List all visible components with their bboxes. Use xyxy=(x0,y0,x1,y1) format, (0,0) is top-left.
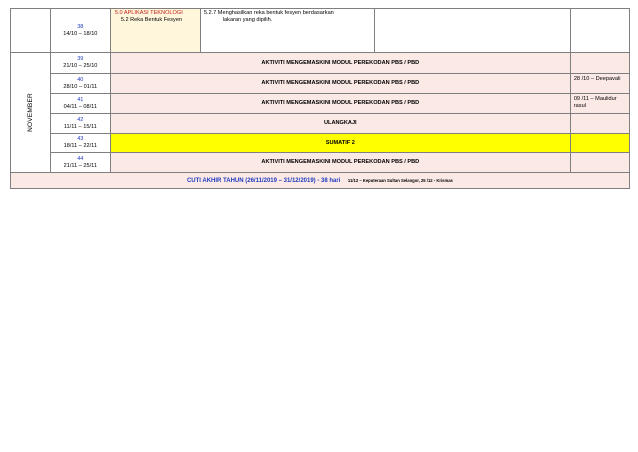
activity-cell: ULANGKAJI xyxy=(110,114,570,134)
week-dates: 18/11 – 22/11 xyxy=(63,143,97,149)
table-row-week-42 xyxy=(11,114,630,134)
week-number: 40 xyxy=(77,76,84,83)
week-cell xyxy=(50,134,110,153)
standard-line-1: 5.2.7 Menghasilkan reka bentuk fesyen berdasarkan xyxy=(203,10,334,16)
activity-cell: AKTIVITI MENGEMASKINI MODUL PEREKODAN PBS / PBD xyxy=(110,94,570,114)
week-dates: 28/10 – 01/11 xyxy=(63,83,98,90)
note-cell: 09 /11 – Maulidur rasul xyxy=(570,94,629,114)
schedule-table xyxy=(10,8,630,189)
table-row-footer xyxy=(11,173,630,189)
week-number: 43 xyxy=(77,136,84,142)
week-cell xyxy=(50,9,110,53)
week-cell xyxy=(50,114,110,134)
table-row-week-39 xyxy=(11,53,630,74)
activity-cell: AKTIVITI MENGEMASKINI MODUL PEREKODAN PBS / PBD xyxy=(110,153,570,173)
week-cell xyxy=(50,53,110,74)
week-cell xyxy=(50,74,110,94)
month-label: NOVEMBER xyxy=(26,92,34,132)
week-number: 42 xyxy=(77,116,84,123)
note-cell xyxy=(570,53,629,74)
topic-subtitle: 5.2 Reka Bentuk Fesyen xyxy=(120,17,183,23)
year-end-holiday: CUTI AKHIR TAHUN (26/11/2019 – 31/12/2019) - 38 hari xyxy=(186,177,341,184)
week-dates: 21/11 – 25/11 xyxy=(63,162,97,169)
week-dates: 11/11 – 15/11 xyxy=(63,123,97,130)
week-number: 38 xyxy=(77,23,84,30)
week-dates: 04/11 – 08/11 xyxy=(63,103,97,110)
table-row-week-44 xyxy=(11,153,630,173)
week-cell xyxy=(50,94,110,114)
footer-cell xyxy=(11,173,630,189)
week-number: 39 xyxy=(77,56,84,62)
note-cell xyxy=(570,134,629,153)
table-row-week-43 xyxy=(11,134,630,153)
public-holidays: 11/12 – Keputeraan Sultan Selangor, 25 /12 - Krismas xyxy=(347,177,453,183)
standard-line-2: lakaran yang dipilih. xyxy=(222,17,273,23)
week-dates: 14/10 – 18/10 xyxy=(63,30,98,37)
topic-cell xyxy=(110,9,200,53)
table-row-week-38 xyxy=(11,9,630,53)
week-dates: 21/10 – 25/10 xyxy=(63,63,98,69)
month-cell xyxy=(11,53,51,173)
topic-title: 5.0 APLIKASI TEKNOLOGI xyxy=(114,10,183,16)
week-number: 41 xyxy=(77,96,84,103)
note-cell xyxy=(570,153,629,173)
sumatif-cell: SUMATIF 2 xyxy=(110,134,570,153)
note-cell xyxy=(570,114,629,134)
activity-cell: AKTIVITI MENGEMASKINI MODUL PEREKODAN PBS / PBD xyxy=(110,53,570,74)
table-row-week-41 xyxy=(11,94,630,114)
table-row-week-40 xyxy=(11,74,630,94)
note-cell: 28 /10 – Deepavali xyxy=(570,74,629,94)
activity-cell: AKTIVITI MENGEMASKINI MODUL PEREKODAN PBS / PBD xyxy=(110,74,570,94)
standard-cell xyxy=(200,9,374,53)
week-cell xyxy=(50,153,110,173)
week-number: 44 xyxy=(77,155,84,162)
